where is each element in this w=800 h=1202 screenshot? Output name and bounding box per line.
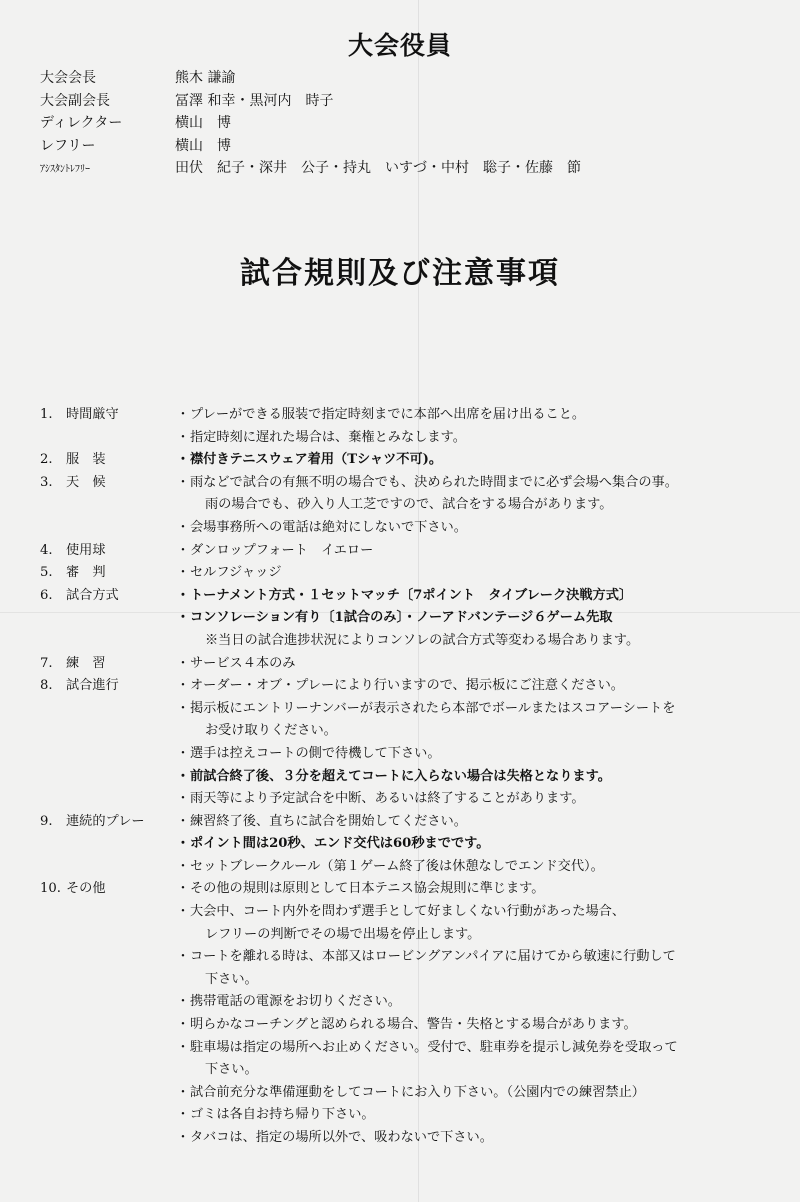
rule-label (40, 1037, 176, 1060)
bullet-marker (176, 924, 190, 947)
rule-row (40, 991, 780, 1014)
bullet-marker (176, 494, 190, 517)
rule-category: 試合方式 (66, 587, 119, 603)
rule-label (40, 427, 176, 450)
rule-label (40, 607, 176, 630)
rule-row (40, 494, 780, 517)
rule-category: 練 習 (66, 655, 106, 671)
rule-text: ゴミは各自お持ち帰り下さい。 (190, 1107, 375, 1123)
rule-row (40, 1082, 780, 1105)
bullet-marker: ・ (176, 1130, 190, 1145)
bullet-marker: ・ (176, 994, 190, 1010)
rule-text: 選手は控えコートの側で待機して下さい。 (190, 745, 441, 761)
rule-label (40, 788, 176, 811)
rule-text: 駐車場は指定の場所へお止めください。受付で、駐車券を提示し減免券を受取って (190, 1039, 678, 1055)
rule-label (40, 720, 176, 743)
rule-label (40, 766, 176, 789)
rule-text: プレーができる服装で指定時刻までに本部へ出席を届け出ること。 (190, 407, 586, 422)
rule-text: コートを離れる時は、本部又はロービングアンパイアに届けてから敏速に行動して (190, 949, 676, 965)
rule-row (40, 698, 780, 721)
rule-category: その他 (66, 881, 106, 897)
rule-text: 雨などで試合の有無不明の場合でも、決められた時間までに必ず会場へ集合の事。 (190, 474, 678, 490)
rule-text: その他の規則は原則として日本テニス協会規則に準じます。 (190, 881, 545, 897)
rule-row (40, 1104, 780, 1127)
officials-title: 大会役員 (347, 31, 452, 60)
rule-category: 審 判 (66, 565, 106, 581)
rule-category: 使用球 (66, 542, 106, 558)
official-role: 大会副会長 (40, 92, 110, 109)
rule-row (40, 766, 780, 789)
rule-label (40, 946, 176, 969)
rule-text: 雨の場合でも、砂入り人工芝ですので、試合をする場合があります。 (205, 497, 613, 513)
rule-number: 5. (40, 565, 53, 581)
official-role: ｱｼｽﾀﾝﾄﾚﾌﾘｰ (40, 163, 90, 175)
bullet-marker: ・ (176, 1039, 190, 1055)
rule-row (40, 833, 780, 856)
bullet-marker (176, 630, 190, 653)
bullet-marker: ・ (176, 407, 190, 422)
rule-number: 2. (40, 452, 53, 468)
rule-number: 3. (40, 474, 53, 490)
rule-text: 明らかなコーチングと認められる場合、警告・失格とする場合があります。 (190, 1017, 637, 1033)
rule-text: レフリーの判断でその場で出場を停止します。 (205, 926, 481, 942)
rule-row (40, 449, 780, 472)
official-row (40, 134, 780, 157)
bullet-marker: ・ (176, 904, 190, 920)
rule-number: 4. (40, 542, 53, 558)
rule-row (40, 901, 780, 924)
bullet-marker: ・ (176, 610, 190, 626)
bullet-marker: ・ (176, 881, 190, 897)
rule-row (40, 1037, 780, 1060)
rule-label (40, 991, 176, 1014)
bullet-marker: ・ (176, 655, 190, 671)
official-role: 大会会長 (40, 70, 96, 87)
official-row (40, 89, 780, 112)
rule-text: 前試合終了後、３分を超えてコートに入らない場合は失格となります。 (190, 768, 611, 784)
rule-text: お受け取りください。 (205, 723, 337, 739)
rule-row (40, 653, 780, 676)
rule-label (40, 540, 176, 563)
bullet-marker: ・ (176, 1084, 190, 1100)
rule-text: 掲示板にエントリーナンバーが表示されたら本部でボールまたはスコアーシートを (190, 700, 676, 716)
rule-text: 雨天等により予定試合を中断、あるいは終了することがあります。 (190, 791, 585, 807)
rule-text: コンソレーション有り〔1試合のみ〕・ノーアドバンテージ６ゲーム先取 (190, 610, 613, 626)
rule-text: 携帯電話の電源をお切りください。 (190, 994, 401, 1010)
rule-row (40, 946, 780, 969)
rule-row (40, 969, 780, 992)
rule-category: 天 候 (66, 474, 106, 490)
rule-row (40, 924, 780, 947)
rule-label (40, 1082, 176, 1105)
rules-list (40, 404, 780, 1150)
rule-row (40, 585, 780, 608)
rule-label (40, 1127, 176, 1150)
rule-label (40, 924, 176, 947)
bullet-marker: ・ (176, 474, 190, 490)
rule-text: 大会中、コート内外を問わず選手として好ましくない行動があった場合、 (190, 904, 626, 920)
official-names: 横山 博 (175, 115, 231, 132)
rule-text: 練習終了後、直ちに試合を開始してください。 (190, 813, 467, 829)
rule-row (40, 1014, 780, 1037)
rule-number: 10. (40, 881, 61, 897)
bullet-marker: ・ (176, 858, 190, 874)
rule-text: 試合前充分な準備運動をしてコートにお入り下さい。（公園内での練習禁止） (190, 1084, 645, 1100)
rule-number: 9. (40, 813, 53, 829)
rule-row (40, 472, 780, 495)
rule-category: 服 装 (66, 452, 106, 468)
rule-label (40, 449, 176, 472)
rule-number: 8. (40, 678, 53, 694)
rule-category: 連続的プレー (66, 813, 145, 829)
rule-row (40, 404, 780, 427)
bullet-marker (176, 1059, 190, 1082)
officials-list (40, 66, 780, 179)
rule-text: トーナメント方式・１セットマッチ〔7ポイント タイブレーク決戦方式〕 (190, 587, 633, 603)
rule-text: ダンロップフォート イエロー (190, 542, 374, 558)
rules-title: 試合規則及び注意事項 (240, 256, 560, 291)
rule-text: オーダー・オブ・プレーにより行いますので、掲示板にご注意ください。 (190, 678, 624, 694)
rule-row (40, 630, 780, 653)
official-names: 田伏 紀子・深井 公子・持丸 いすづ・中村 聡子・佐藤 節 (175, 160, 581, 177)
rule-row (40, 856, 780, 879)
rule-row (40, 540, 780, 563)
rule-text: セルフジャッジ (190, 565, 282, 581)
rule-category: 試合進行 (66, 678, 119, 694)
official-names: 熊木 謙諭 (175, 70, 236, 87)
rule-label (40, 698, 176, 721)
rule-text: サービス４本のみ (190, 655, 296, 671)
official-row (40, 111, 780, 134)
official-row (40, 66, 780, 89)
rule-label (40, 585, 176, 608)
bullet-marker: ・ (176, 700, 190, 716)
rule-label (40, 562, 176, 585)
rule-row (40, 1127, 780, 1150)
rule-number: 7. (40, 655, 53, 671)
rule-label (40, 404, 176, 427)
official-role: ディレクター (40, 115, 123, 132)
bullet-marker: ・ (176, 768, 190, 784)
rule-text: ※当日の試合進捗状況によりコンソレの試合方式等変わる場合あります。 (205, 632, 640, 648)
official-row (40, 156, 780, 179)
rule-label (40, 1014, 176, 1037)
rule-label (40, 1059, 176, 1082)
official-names: 横山 博 (175, 137, 231, 154)
bullet-marker: ・ (176, 587, 190, 603)
bullet-marker: ・ (176, 565, 190, 581)
rule-row (40, 878, 780, 901)
rule-row (40, 517, 780, 540)
rule-text: ポイント間は20秒、エンド交代は60秒までです。 (190, 836, 490, 852)
rule-text: 下さい。 (205, 1062, 258, 1078)
rule-label (40, 472, 176, 495)
rule-row (40, 743, 780, 766)
bullet-marker: ・ (176, 791, 190, 807)
rule-label (40, 494, 176, 517)
rule-label (40, 630, 176, 653)
rule-label (40, 901, 176, 924)
rule-label (40, 517, 176, 540)
rule-row (40, 788, 780, 811)
rule-text: セットブレークルール（第１ゲーム終了後は休憩なしでエンド交代）。 (190, 858, 604, 874)
rule-text: 会場事務所への電話は絶対にしないで下さい。 (190, 519, 467, 535)
official-role: レフリー (40, 137, 96, 154)
rule-row (40, 720, 780, 743)
rule-label (40, 856, 176, 879)
rule-row (40, 607, 780, 630)
rule-label (40, 1104, 176, 1127)
rule-label (40, 675, 176, 698)
rule-text: タバコは、指定の場所以外で、吸わないで下さい。 (190, 1130, 493, 1145)
rule-row (40, 427, 780, 450)
bullet-marker: ・ (176, 542, 190, 558)
rule-row (40, 811, 780, 834)
rule-label (40, 878, 176, 901)
bullet-marker: ・ (176, 836, 190, 852)
official-names: 冨澤 和幸・黒河内 時子 (175, 92, 334, 109)
rule-number: 6. (40, 587, 53, 603)
rule-label (40, 653, 176, 676)
bullet-marker (176, 969, 190, 992)
bullet-marker: ・ (176, 949, 190, 965)
rule-text: 指定時刻に遅れた場合は、棄権とみなします。 (190, 429, 466, 445)
bullet-marker (176, 720, 190, 743)
bullet-marker: ・ (176, 429, 190, 445)
rule-label (40, 969, 176, 992)
rule-label (40, 743, 176, 766)
rule-label (40, 811, 176, 834)
bullet-marker: ・ (176, 452, 190, 468)
rule-row (40, 675, 780, 698)
rule-number: 1. (40, 407, 53, 422)
rule-label (40, 833, 176, 856)
bullet-marker: ・ (176, 678, 190, 694)
rule-text: 下さい。 (205, 971, 258, 987)
bullet-marker: ・ (176, 745, 190, 761)
rule-row (40, 562, 780, 585)
bullet-marker: ・ (176, 1017, 190, 1033)
rule-category: 時間厳守 (66, 407, 119, 422)
bullet-marker: ・ (176, 519, 190, 535)
rule-row (40, 1059, 780, 1082)
rule-text: 襟付きテニスウェア着用（Tシャツ不可)。 (190, 452, 443, 468)
bullet-marker: ・ (176, 1107, 190, 1123)
bullet-marker: ・ (176, 813, 190, 829)
